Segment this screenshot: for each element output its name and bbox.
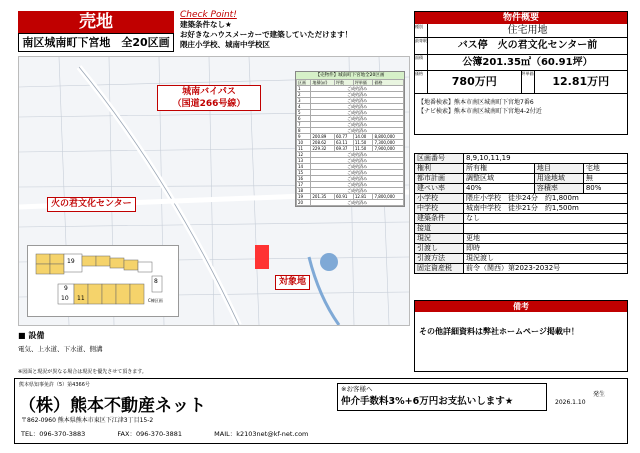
tsubo-value: 12.81万円 xyxy=(552,75,610,88)
checkpoint-title: Check Point! xyxy=(180,10,237,20)
details-label: 接道 xyxy=(415,224,464,234)
header-tag: 売地 xyxy=(18,11,174,33)
facilities-text: 電気、上水道、下水道、側溝 xyxy=(18,345,103,353)
details-label: 中学校 xyxy=(415,204,464,214)
lot-table-cell: 200.89 xyxy=(311,134,335,140)
lot-table-cell: 12.81 xyxy=(353,194,373,200)
lot-table-cell: ご成約済み xyxy=(311,158,404,164)
details-label: 引渡し xyxy=(415,244,464,254)
lot-table-cell: 17 xyxy=(297,182,311,188)
lot-table-cell: 11.50 xyxy=(353,140,373,146)
details-row xyxy=(415,234,628,244)
mail-value[interactable]: k2103net@kf-net.com xyxy=(236,430,309,438)
lot-table-header-cell: 坪単価 xyxy=(353,80,373,86)
type-value: 住宅用地 xyxy=(507,25,548,36)
bypass-label: 城南バイパス （国道266号線） xyxy=(157,85,261,111)
details-row xyxy=(415,164,628,174)
lot-table-header-cell: 区画 xyxy=(297,80,311,86)
remarks-text: その他詳細資料は弊社ホームページ掲載中！ xyxy=(419,327,579,336)
lot-table-cell: ご成約済み xyxy=(311,128,404,134)
facilities-title: 設備 xyxy=(28,331,45,340)
lot-table-cell: 7 xyxy=(297,122,311,128)
details-value: 即時 xyxy=(464,244,628,254)
details-row xyxy=(415,194,628,204)
details-label: 現況 xyxy=(415,234,464,244)
details-label: 用途地域 xyxy=(534,174,583,184)
lot-table-cell: ご成約済み xyxy=(311,152,404,158)
details-row xyxy=(415,154,628,164)
tel-label: TEL： xyxy=(21,430,40,438)
details-value: 80% xyxy=(583,184,627,194)
remarks-title: 備考 xyxy=(415,301,627,312)
lot-table-cell: 63.11 xyxy=(335,140,354,146)
details-value xyxy=(464,224,628,234)
plot-number: 19 xyxy=(67,258,75,265)
details-value: なし xyxy=(464,214,628,224)
customer-box-text: 仲介手数料3%+6万円お支払いします★ xyxy=(341,396,514,407)
checkpoint-line: お好きなハウスメーカーで建築していただけます！ xyxy=(180,30,353,39)
facilities-icon: ■ xyxy=(18,331,26,340)
lot-table-cell: 8,800,000 xyxy=(373,134,404,140)
details-value: 更地 xyxy=(464,234,628,244)
type-label: 種別 xyxy=(415,24,428,37)
lot-table-header-cell: 価格 xyxy=(373,80,404,86)
lot-table-cell: 6 xyxy=(297,116,311,122)
lot-table-cell: ご成約済み xyxy=(311,92,404,98)
lot-table-cell: 60.91 xyxy=(335,194,354,200)
price-value: 780万円 xyxy=(428,71,522,93)
lot-table-grid xyxy=(296,79,404,206)
details-row xyxy=(415,244,628,254)
lot-table-cell: 208.62 xyxy=(311,140,335,146)
details-value: 所有権 xyxy=(464,164,535,174)
lot-table-cell: 14 xyxy=(297,164,311,170)
lot-table-cell: 7,300,000 xyxy=(373,140,404,146)
details-value: 前令（関西）第2023-2032号 xyxy=(464,264,628,274)
lot-table-cell: 18 xyxy=(297,188,311,194)
lot-table-cell: 201.35 xyxy=(311,194,335,200)
plot-number: 10 xyxy=(61,295,69,302)
lot-table-cell: 3 xyxy=(297,98,311,104)
area-map xyxy=(18,56,410,326)
target-label: 対象地 xyxy=(275,275,310,290)
issue-label: 発生 xyxy=(593,391,606,398)
lot-table-cell: ご成約済み xyxy=(311,188,404,194)
lot-table-cell: ご成約済み xyxy=(311,176,404,182)
details-value: 調整区域 xyxy=(464,174,535,184)
overview-price-row xyxy=(415,71,627,94)
details-row xyxy=(415,184,628,194)
details-table xyxy=(414,153,628,274)
lot-table-cell: 11 xyxy=(297,146,311,152)
plot-number: 8 xyxy=(154,278,158,285)
details-label: 建築条件 xyxy=(415,214,464,224)
lot-table-cell: 15 xyxy=(297,170,311,176)
address-navi: 【ナビ検索】熊本市南区城南町下宮地4-2付近 xyxy=(418,108,542,115)
lot-table-cell: ご成約済み xyxy=(311,122,404,128)
area-value: 公簿201.35㎡（60.91坪） xyxy=(462,57,593,68)
company-license: 熊本県知事免許（5）第4366号 xyxy=(19,382,90,388)
company-block xyxy=(14,378,628,444)
lot-table-cell: 60.77 xyxy=(335,134,354,140)
checkpoint-line: 建築条件なし★ xyxy=(180,20,232,29)
plot-number: 11 xyxy=(77,295,85,302)
details-label: 区画番号 xyxy=(415,154,464,164)
details-label: 建ぺい率 xyxy=(415,184,464,194)
lot-table-cell: 10 xyxy=(297,140,311,146)
lot-table-cell: ご成約済み xyxy=(311,86,404,92)
lot-table-cell: ご成約済み xyxy=(311,200,404,206)
lot-table-cell: 229.32 xyxy=(311,146,335,152)
company-address: 〒862-0960 熊本県熊本市東区下江津3丁目15-2 xyxy=(21,417,154,424)
price-label: 価格 xyxy=(415,71,428,93)
center-label: 火の君文化センター xyxy=(47,197,136,212)
lot-table-row xyxy=(297,200,404,206)
details-label: 引渡方法 xyxy=(415,254,464,264)
overview-title: 物件概要 xyxy=(415,12,627,24)
lot-table-cell: ご成約済み xyxy=(311,116,404,122)
lot-table-cell: 20 xyxy=(297,200,311,206)
lot-table-cell: 7,900,000 xyxy=(373,146,404,152)
checkpoint-line: 隈庄小学校、城南中学校区 xyxy=(180,40,270,49)
details-row xyxy=(415,264,628,274)
details-row xyxy=(415,214,628,224)
details-value: 隈庄小学校 徒歩24分 約1,800m xyxy=(464,194,628,204)
facilities xyxy=(18,330,398,353)
lot-table-cell: ご成約済み xyxy=(311,164,404,170)
lot-table-cell: ご成約済み xyxy=(311,98,404,104)
lot-table-header-cell: 地積(㎡) xyxy=(311,80,335,86)
mail-label: MAIL： xyxy=(214,430,237,438)
checkpoint xyxy=(180,10,405,50)
details-value: 宅地 xyxy=(583,164,627,174)
details-label: 権利 xyxy=(415,164,464,174)
issue-date: 2026.1.10 xyxy=(555,399,586,406)
details-row xyxy=(415,204,628,214)
details-value: 現況渡し xyxy=(464,254,628,264)
overview-station-row xyxy=(415,38,627,55)
remarks-panel xyxy=(414,300,628,372)
lot-table-cell: ご成約済み xyxy=(311,182,404,188)
lot-table-title: 【売物件】城南町下宮地全20区画 xyxy=(296,72,404,79)
overview-panel xyxy=(414,11,628,135)
details-label: 固定資産税 xyxy=(415,264,464,274)
details-value: 40% xyxy=(464,184,535,194)
lot-table-cell: 11.50 xyxy=(353,146,373,152)
area-label: 面積 xyxy=(415,55,428,70)
fax-value: 096-370-3881 xyxy=(135,430,182,438)
lot-table-header-cell: 坪数 xyxy=(335,80,354,86)
lot-table-cell: 13 xyxy=(297,158,311,164)
lot-plan xyxy=(27,245,179,317)
company-name: （株）熊本不動産ネット xyxy=(19,396,206,416)
company-contact xyxy=(21,429,308,438)
details-row xyxy=(415,174,628,184)
plot-number: 9 xyxy=(64,285,68,292)
location-title: 南区城南町下宮地 全20区画 xyxy=(18,33,174,52)
lot-table-cell: 4 xyxy=(297,104,311,110)
address-search: 【地番検索】熊本市南区城南町下宮地7番6 xyxy=(418,99,534,106)
details-value: 城南中学校 徒歩21分 約1,500m xyxy=(464,204,628,214)
lot-table-cell: ご成約済み xyxy=(311,170,404,176)
lot-table xyxy=(295,71,405,207)
lot-table-cell: ご成約済み xyxy=(311,110,404,116)
lot-table-cell: ご成約済み xyxy=(311,104,404,110)
lot-table-cell: 1 xyxy=(297,86,311,92)
tsubo-label: 坪単価 xyxy=(522,71,535,93)
lot-table-cell: 19 xyxy=(297,194,311,200)
details-label: 地目 xyxy=(534,164,583,174)
note: ※図面と現況が異なる場合は現況を優先させて頂きます。 xyxy=(18,369,147,375)
details-label: 容積率 xyxy=(534,184,583,194)
plot-road-label: C棟区画 xyxy=(148,298,163,303)
details-label: 都市計画 xyxy=(415,174,464,184)
lot-table-cell: 69.37 xyxy=(335,146,354,152)
tel-value[interactable]: 096-370-3883 xyxy=(39,430,86,438)
lot-table-cell: 12 xyxy=(297,152,311,158)
lot-table-cell: 9 xyxy=(297,134,311,140)
station-label: 最寄駅 xyxy=(415,38,428,54)
customer-box-title: ※お客様へ xyxy=(341,385,373,393)
overview-area-row xyxy=(415,55,627,71)
details-value: 無 xyxy=(583,174,627,184)
details-row xyxy=(415,254,628,264)
details-panel xyxy=(414,153,628,274)
lot-table-cell: 8 xyxy=(297,128,311,134)
lot-table-cell: 7,800,000 xyxy=(373,194,404,200)
customer-box xyxy=(337,383,547,411)
details-label: 小学校 xyxy=(415,194,464,204)
station-value: バス停 火の君文化センター前 xyxy=(457,40,598,51)
lot-table-cell: 16 xyxy=(297,176,311,182)
fax-label: FAX： xyxy=(117,430,136,438)
details-row xyxy=(415,224,628,234)
lot-table-cell: 2 xyxy=(297,92,311,98)
lot-table-cell: 14.00 xyxy=(353,134,373,140)
details-value: 8,9,10,11,19 xyxy=(464,154,628,164)
overview-type-row xyxy=(415,24,627,38)
lot-table-cell: 5 xyxy=(297,110,311,116)
